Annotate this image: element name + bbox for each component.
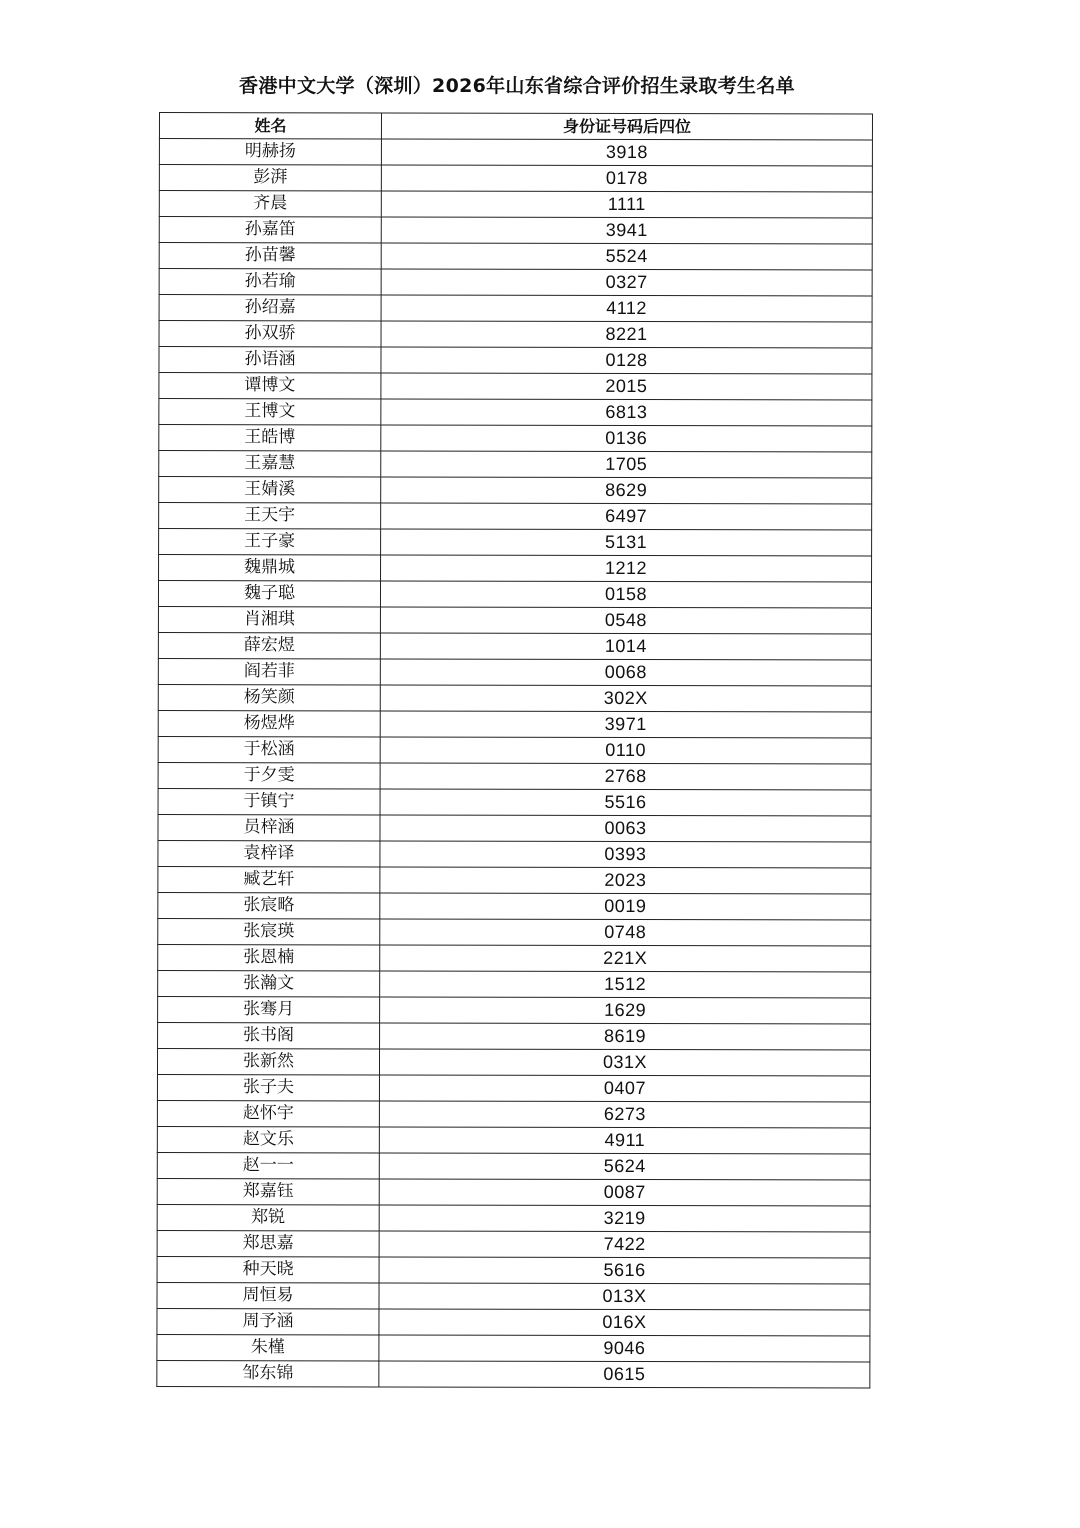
table-row	[159, 139, 872, 166]
id-last4-cell: 9046	[379, 1335, 870, 1362]
candidate-name-cell: 王子豪	[159, 529, 381, 555]
id-last4-cell: 5131	[381, 529, 872, 556]
candidate-name-cell: 张恩楠	[158, 944, 380, 970]
candidate-name-cell: 朱槿	[157, 1334, 379, 1360]
id-last4-cell: 6497	[381, 503, 872, 530]
id-last4-cell: 0615	[379, 1361, 870, 1388]
id-last4-cell: 031X	[379, 1049, 870, 1076]
candidate-name-cell: 张宸瑛	[158, 918, 380, 944]
table-row	[158, 684, 871, 711]
table-row	[158, 658, 871, 685]
candidate-name-cell: 周予涵	[157, 1308, 379, 1334]
candidate-name-cell: 魏子聪	[158, 581, 380, 607]
table-row	[159, 503, 872, 530]
candidate-name-cell: 郑嘉钰	[157, 1178, 379, 1204]
table-row	[158, 736, 871, 763]
candidate-name-cell: 郑思嘉	[157, 1230, 379, 1256]
table-row	[159, 399, 872, 426]
table-row	[157, 1074, 870, 1101]
table-row	[157, 1126, 870, 1153]
candidate-name-cell: 张瀚文	[158, 970, 380, 996]
candidate-name-cell: 薛宏煜	[158, 632, 380, 658]
candidate-name-cell: 于夕雯	[158, 762, 380, 788]
table-row	[158, 1022, 871, 1049]
table-row	[159, 347, 872, 374]
candidate-name-cell: 杨笑颜	[158, 684, 380, 710]
table-row	[158, 581, 871, 608]
id-last4-cell: 0393	[380, 841, 871, 868]
id-last4-cell: 0136	[381, 425, 872, 452]
table-row	[159, 243, 872, 270]
table-row	[158, 892, 871, 919]
table-row	[159, 373, 872, 400]
table-row	[159, 529, 872, 556]
id-last4-cell: 2768	[380, 763, 871, 790]
candidate-name-cell: 孙若瑜	[159, 269, 381, 295]
candidate-name-cell: 张子夫	[157, 1074, 379, 1100]
table-row	[158, 788, 871, 815]
id-last4-cell: 3219	[379, 1205, 870, 1232]
candidate-name-cell: 于松涵	[158, 736, 380, 762]
id-last4-cell: 6273	[379, 1101, 870, 1128]
candidate-name-cell: 张书阁	[158, 1022, 380, 1048]
table-row	[157, 1256, 870, 1283]
table-row	[159, 191, 872, 218]
table-row	[158, 840, 871, 867]
id-last4-cell: 5624	[379, 1153, 870, 1180]
table-row	[158, 762, 871, 789]
table-row	[157, 1152, 870, 1179]
table-row	[157, 1204, 870, 1231]
id-last4-cell: 0110	[380, 737, 871, 764]
candidate-name-cell: 邹东锦	[157, 1360, 379, 1386]
candidate-name-cell: 王皓博	[159, 425, 381, 451]
table-row	[157, 1308, 870, 1335]
candidate-name-cell: 孙嘉笛	[159, 217, 381, 243]
candidate-name-cell: 齐晨	[159, 191, 381, 217]
candidate-name-cell: 张新然	[157, 1048, 379, 1074]
id-last4-cell: 8629	[381, 477, 872, 504]
table-row	[158, 814, 871, 841]
table-row	[158, 918, 871, 945]
table-row	[157, 1048, 870, 1075]
id-last4-cell: 3941	[381, 217, 872, 244]
id-last4-cell: 1705	[381, 451, 872, 478]
candidate-name-cell: 于镇宁	[158, 788, 380, 814]
candidate-name-cell: 赵一一	[157, 1152, 379, 1178]
id-last4-cell: 1629	[380, 997, 871, 1024]
table-row	[159, 269, 872, 296]
candidate-name-cell: 明赫扬	[159, 139, 381, 165]
table-row	[158, 944, 871, 971]
id-last4-cell: 0158	[380, 581, 871, 608]
id-last4-cell: 2023	[380, 867, 871, 894]
candidate-name-cell: 周恒易	[157, 1282, 379, 1308]
id-last4-cell: 0178	[381, 165, 872, 192]
id-last4-cell: 3918	[381, 139, 872, 166]
table-row	[157, 1360, 870, 1387]
table-row	[158, 632, 871, 659]
table-row	[157, 1100, 870, 1127]
table-row	[157, 1230, 870, 1257]
table-header-row	[159, 113, 872, 140]
id-last4-cell: 1111	[381, 191, 872, 218]
table-row	[157, 1282, 870, 1309]
id-last4-cell: 8619	[380, 1023, 871, 1050]
candidate-name-cell: 赵文乐	[157, 1126, 379, 1152]
candidate-name-cell: 王婧溪	[159, 477, 381, 503]
table-row	[159, 217, 872, 244]
id-last4-cell: 013X	[379, 1283, 870, 1310]
table-row	[158, 996, 871, 1023]
candidate-name-cell: 郑锐	[157, 1204, 379, 1230]
table-body	[157, 139, 873, 1388]
candidate-name-cell: 臧艺轩	[158, 866, 380, 892]
id-last4-cell: 6813	[381, 399, 872, 426]
table-row	[158, 710, 871, 737]
table-row	[158, 866, 871, 893]
id-last4-cell: 0128	[381, 347, 872, 374]
id-last4-cell: 0087	[379, 1179, 870, 1206]
id-last4-cell: 016X	[379, 1309, 870, 1336]
id-last4-cell: 1014	[380, 633, 871, 660]
id-last4-cell: 1212	[381, 555, 872, 582]
id-last4-cell: 4112	[381, 295, 872, 322]
id-last4-cell: 0063	[380, 815, 871, 842]
candidate-name-cell: 王博文	[159, 399, 381, 425]
candidate-name-cell: 袁梓译	[158, 840, 380, 866]
candidate-name-cell: 魏鼎城	[159, 555, 381, 581]
id-last4-cell: 3971	[380, 711, 871, 738]
id-last4-cell: 0748	[380, 919, 871, 946]
id-last4-cell: 0548	[380, 607, 871, 634]
table-row	[159, 165, 872, 192]
id-last4-cell: 4911	[379, 1127, 870, 1154]
table-row	[159, 321, 872, 348]
admission-list-table	[156, 112, 873, 1388]
candidate-name-cell: 员梓涵	[158, 814, 380, 840]
table-row	[159, 451, 872, 478]
page-title: 香港中文大学（深圳）2026年山东省综合评价招生录取考生名单	[239, 75, 795, 97]
candidate-name-cell: 王嘉慧	[159, 451, 381, 477]
candidate-name-cell: 孙绍嘉	[159, 295, 381, 321]
table-row	[158, 606, 871, 633]
column-header-id-last4: 身份证号码后四位	[381, 113, 872, 140]
table-row	[159, 555, 872, 582]
table-row	[157, 1178, 870, 1205]
column-header-name: 姓名	[159, 113, 381, 139]
id-last4-cell: 0327	[381, 269, 872, 296]
candidate-name-cell: 张宸略	[158, 892, 380, 918]
id-last4-cell: 8221	[381, 321, 872, 348]
candidate-name-cell: 赵怀宇	[157, 1100, 379, 1126]
candidate-name-cell: 种天晓	[157, 1256, 379, 1282]
candidate-name-cell: 肖湘琪	[158, 606, 380, 632]
candidate-name-cell: 王天宇	[159, 503, 381, 529]
id-last4-cell: 0068	[380, 659, 871, 686]
id-last4-cell: 5524	[381, 243, 872, 270]
candidate-name-cell: 阎若菲	[158, 658, 380, 684]
candidate-name-cell: 孙双骄	[159, 321, 381, 347]
id-last4-cell: 5616	[379, 1257, 870, 1284]
id-last4-cell: 302X	[380, 685, 871, 712]
table-row	[159, 295, 872, 322]
table-row	[159, 477, 872, 504]
candidate-name-cell: 彭湃	[159, 165, 381, 191]
candidate-name-cell: 张骞月	[158, 996, 380, 1022]
candidate-name-cell: 孙语涵	[159, 347, 381, 373]
table-row	[159, 425, 872, 452]
id-last4-cell: 2015	[381, 373, 872, 400]
candidate-name-cell: 孙苗馨	[159, 243, 381, 269]
table-row	[158, 970, 871, 997]
candidate-name-cell: 杨煜烨	[158, 710, 380, 736]
id-last4-cell: 0407	[379, 1075, 870, 1102]
id-last4-cell: 221X	[380, 945, 871, 972]
candidate-name-cell: 谭博文	[159, 373, 381, 399]
id-last4-cell: 7422	[379, 1231, 870, 1258]
table-row	[157, 1334, 870, 1361]
id-last4-cell: 5516	[380, 789, 871, 816]
id-last4-cell: 1512	[380, 971, 871, 998]
id-last4-cell: 0019	[380, 893, 871, 920]
